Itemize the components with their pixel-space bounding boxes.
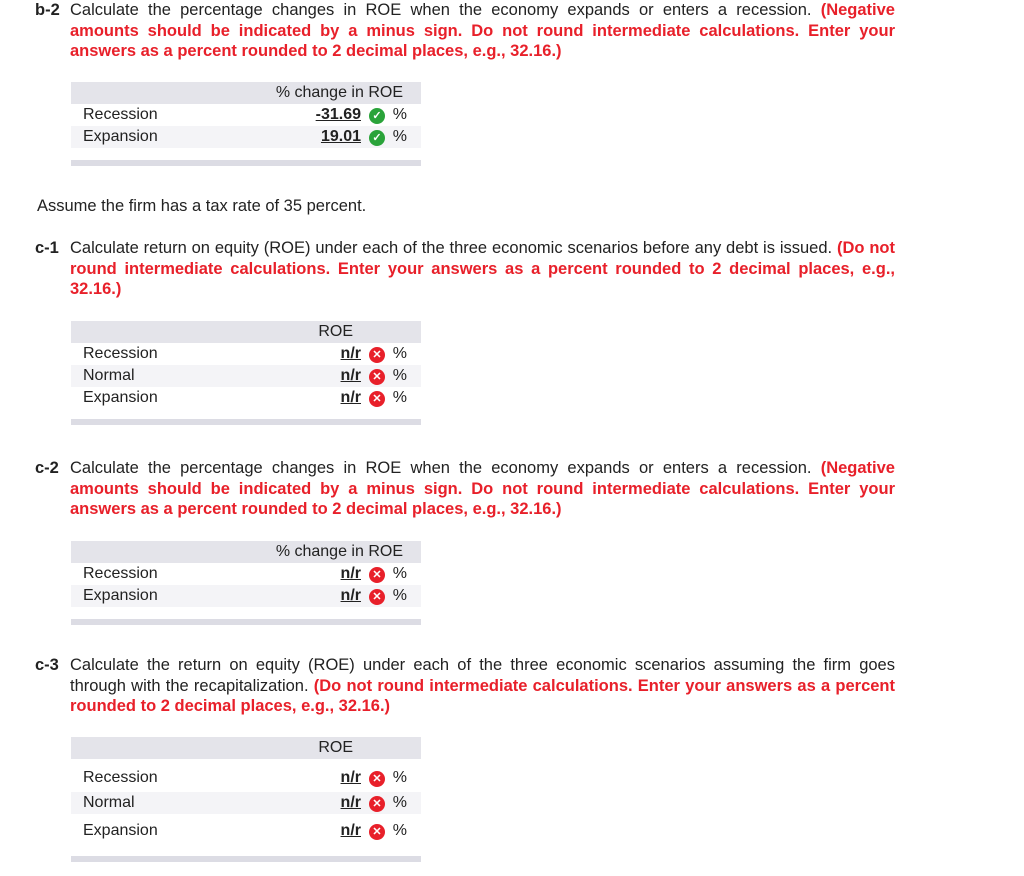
- table-row: [71, 820, 421, 842]
- row-label: Recession: [83, 345, 158, 362]
- table-row: [71, 792, 421, 814]
- table-header: ROE: [71, 321, 421, 343]
- answer-table-b2: [71, 82, 421, 166]
- question-c3: [35, 655, 895, 717]
- incorrect-x-icon: ✕: [369, 391, 385, 407]
- table-header: % change in ROE: [71, 82, 421, 104]
- table-row: [71, 387, 421, 409]
- percent-unit: %: [392, 822, 407, 839]
- incorrect-x-icon: ✕: [369, 369, 385, 385]
- question-text: Calculate the return on equity (ROE) under each of the three economic scenarios assuming the firm goes through with the recapitalization.: [70, 656, 895, 695]
- table-row: [71, 343, 421, 365]
- answer-value[interactable]: 19.01: [320, 128, 361, 145]
- row-label: Expansion: [83, 587, 158, 604]
- question-number: b-2: [35, 1, 60, 19]
- table-header: ROE: [71, 737, 421, 759]
- question-text: Calculate return on equity (ROE) under each of the three economic scenarios before any debt is issued.: [70, 239, 833, 257]
- correct-check-icon: ✓: [369, 108, 385, 124]
- question-b2: [35, 0, 895, 62]
- incorrect-x-icon: ✕: [369, 771, 385, 787]
- incorrect-x-icon: ✕: [369, 796, 385, 812]
- question-instructions: (Negative amounts should be indicated by a minus sign. Do not round intermediate calculations. Enter your answers as a percent rounded to 2 decimal places, e.g., 32.16.): [70, 1, 895, 60]
- table-row: [71, 365, 421, 387]
- percent-unit: %: [392, 128, 407, 145]
- percent-unit: %: [392, 769, 407, 786]
- incorrect-x-icon: ✕: [369, 567, 385, 583]
- table-footer: [71, 856, 421, 862]
- question-instructions: (Negative amounts should be indicated by a minus sign. Do not round intermediate calculations. Enter your answers as a percent rounded to 2 decimal places, e.g., 32.16.): [70, 459, 895, 518]
- percent-unit: %: [392, 565, 407, 582]
- percent-unit: %: [392, 345, 407, 362]
- row-label: Recession: [83, 769, 158, 786]
- question-number: c-3: [35, 656, 59, 674]
- incorrect-x-icon: ✕: [369, 589, 385, 605]
- question-text: Calculate the percentage changes in ROE when the economy expands or enters a recession.: [70, 459, 812, 477]
- table-row: [71, 585, 421, 607]
- row-label: Expansion: [83, 389, 158, 406]
- question-instructions: (Do not round intermediate calculations. Enter your answers as a percent rounded to 2 decimal places, e.g., 32.16.): [70, 676, 895, 715]
- table-row: [71, 563, 421, 585]
- answer-value[interactable]: n/r: [340, 389, 361, 406]
- incorrect-x-icon: ✕: [369, 824, 385, 840]
- row-label: Normal: [83, 794, 135, 811]
- percent-unit: %: [392, 367, 407, 384]
- answer-value[interactable]: n/r: [340, 769, 361, 786]
- row-label: Recession: [83, 106, 158, 123]
- row-label: Recession: [83, 565, 158, 582]
- row-label: Expansion: [83, 128, 158, 145]
- answer-table-c3: [71, 737, 421, 862]
- table-footer: [71, 419, 421, 425]
- answer-value[interactable]: -31.69: [315, 106, 361, 123]
- percent-unit: %: [392, 389, 407, 406]
- tax-rate-note: Assume the firm has a tax rate of 35 percent.: [37, 197, 367, 215]
- table-footer: [71, 160, 421, 166]
- table-header: % change in ROE: [71, 541, 421, 563]
- correct-check-icon: ✓: [369, 130, 385, 146]
- percent-unit: %: [392, 587, 407, 604]
- incorrect-x-icon: ✕: [369, 347, 385, 363]
- table-row: [71, 767, 421, 789]
- answer-value[interactable]: n/r: [340, 794, 361, 811]
- answer-table-c2: [71, 541, 421, 625]
- question-instructions: (Do not round intermediate calculations. Enter your answers as a percent rounded to 2 decimal places, e.g., 32.16.): [70, 239, 895, 298]
- answer-value[interactable]: n/r: [340, 587, 361, 604]
- answer-value[interactable]: n/r: [340, 367, 361, 384]
- percent-unit: %: [392, 794, 407, 811]
- answer-value[interactable]: n/r: [340, 822, 361, 839]
- row-label: Expansion: [83, 822, 158, 839]
- answer-value[interactable]: n/r: [340, 345, 361, 362]
- table-row: [71, 104, 421, 126]
- table-row: [71, 126, 421, 148]
- row-label: Normal: [83, 367, 135, 384]
- question-c1: [35, 238, 895, 300]
- answer-table-c1: [71, 321, 421, 425]
- question-number: c-2: [35, 459, 59, 477]
- percent-unit: %: [392, 106, 407, 123]
- answer-value[interactable]: n/r: [340, 565, 361, 582]
- question-text: Calculate the percentage changes in ROE when the economy expands or enters a recession.: [70, 1, 812, 19]
- question-number: c-1: [35, 239, 59, 257]
- question-c2: [35, 458, 895, 520]
- table-footer: [71, 619, 421, 625]
